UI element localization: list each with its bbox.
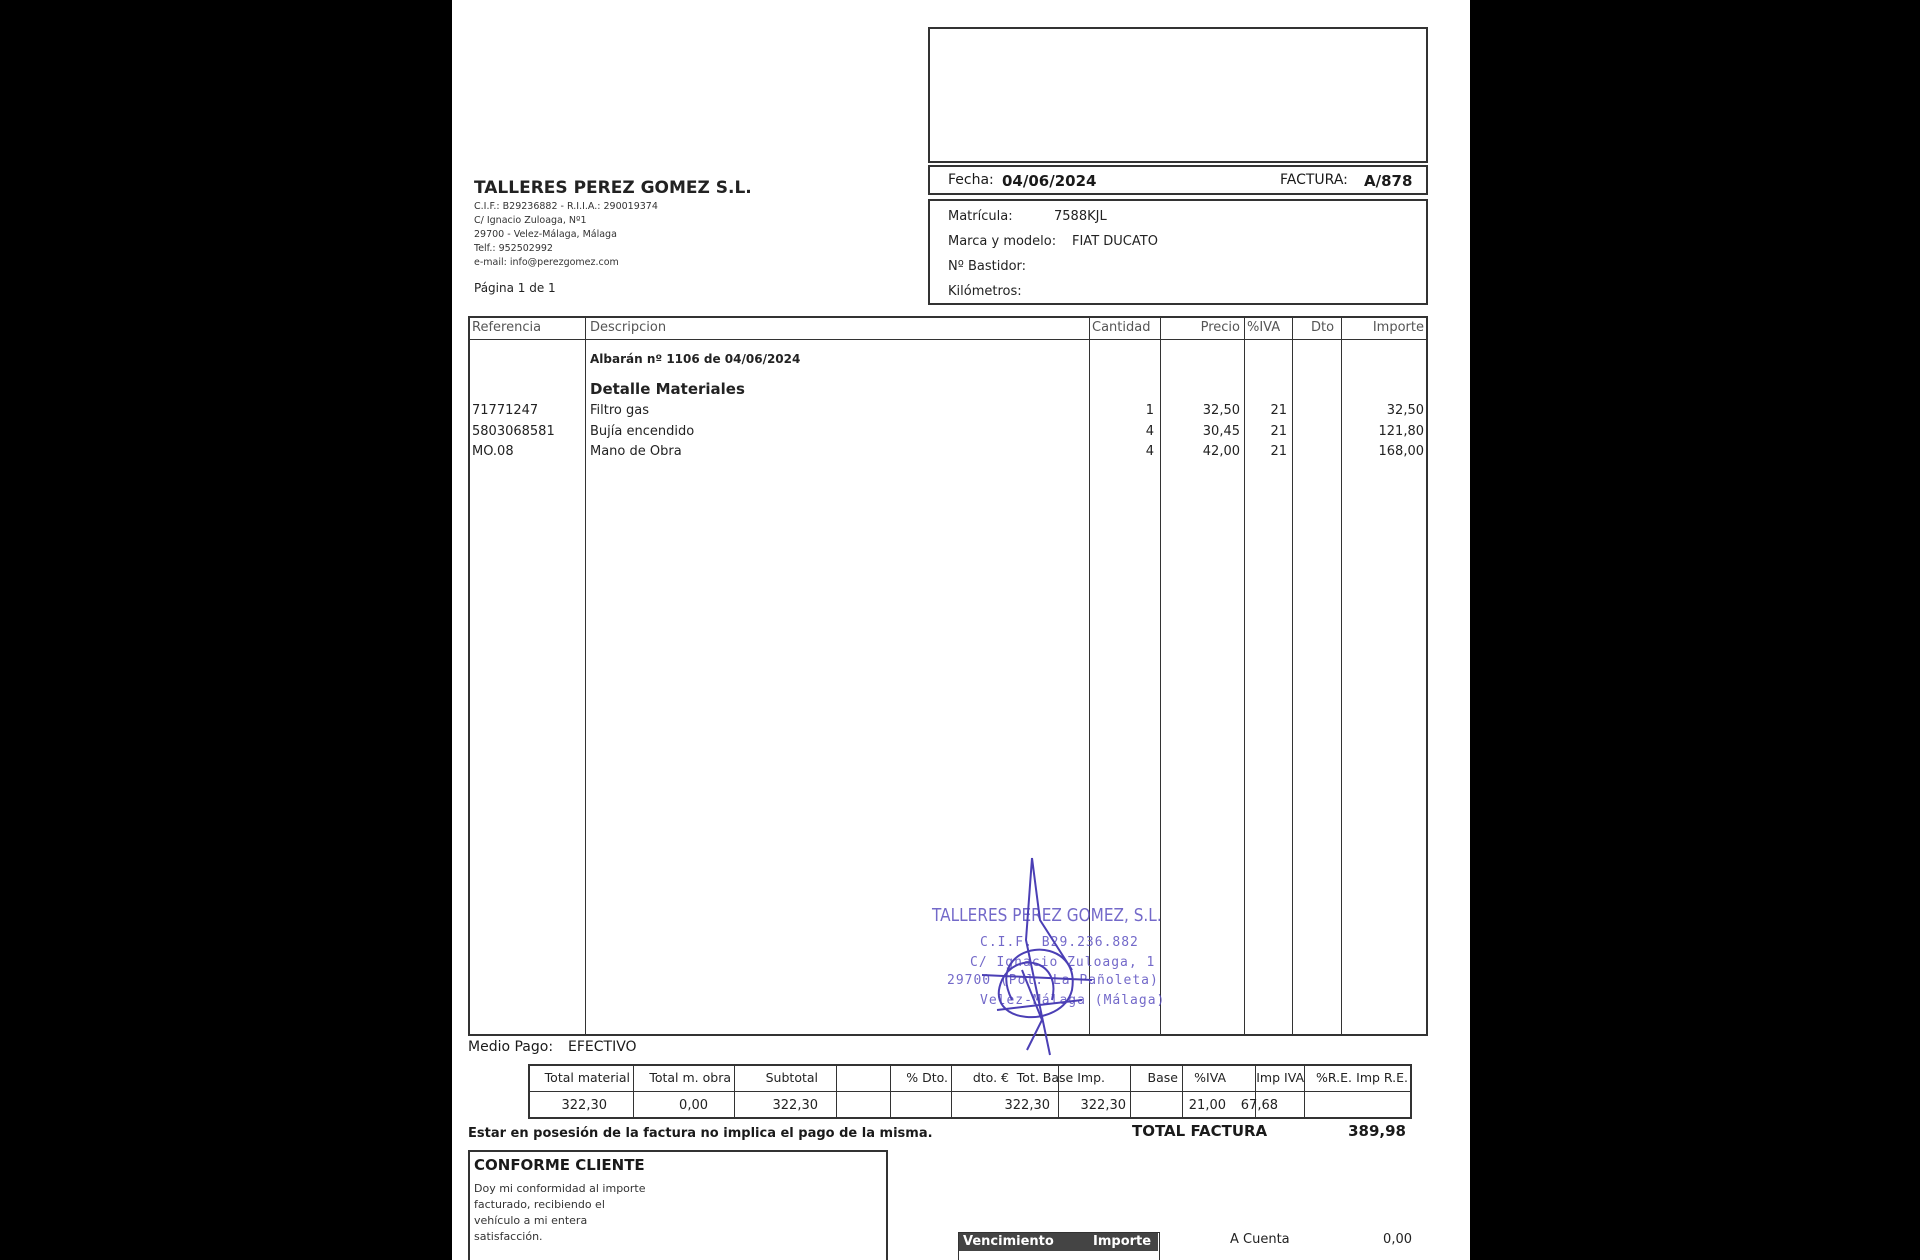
row-precio: 32,50 bbox=[1202, 403, 1240, 418]
conforme-text: Doy mi conformidad al importe bbox=[474, 1182, 646, 1195]
company-line: C/ Ignacio Zuloaga, Nº1 bbox=[474, 215, 587, 226]
totals-value: 322,30 bbox=[1004, 1098, 1050, 1113]
totals-header: % Dto. bbox=[906, 1070, 948, 1085]
totals-col-divider bbox=[734, 1065, 735, 1118]
totals-header: Base bbox=[1147, 1070, 1178, 1085]
row-cant: 4 bbox=[1145, 424, 1154, 439]
table-header-divider bbox=[469, 339, 1427, 340]
totals-value: 322,30 bbox=[772, 1098, 818, 1113]
row-ref: MO.08 bbox=[472, 444, 514, 459]
row-importe: 168,00 bbox=[1378, 444, 1424, 459]
row-iva: 21 bbox=[1270, 444, 1287, 459]
vencimiento-header-label: Vencimiento bbox=[963, 1234, 1054, 1249]
row-iva: 21 bbox=[1270, 403, 1287, 418]
row-desc: Mano de Obra bbox=[590, 444, 682, 459]
header-precio: Precio bbox=[1200, 320, 1240, 335]
header-dto: Dto bbox=[1311, 320, 1335, 335]
stamp-line: C.I.F. B29.236.882 bbox=[980, 935, 1139, 950]
conforme-text: facturado, recibiendo el bbox=[474, 1198, 605, 1211]
company-line: Telf.: 952502992 bbox=[474, 243, 553, 254]
page-number: Página 1 de 1 bbox=[474, 281, 556, 295]
invoice-header-box bbox=[928, 165, 1428, 195]
row-precio: 30,45 bbox=[1202, 424, 1240, 439]
totals-col-divider bbox=[1182, 1065, 1183, 1118]
section-title: Detalle Materiales bbox=[590, 380, 745, 398]
payment-notice: Estar en posesión de la factura no implica el pago de la misma. bbox=[468, 1126, 933, 1141]
row-precio: 42,00 bbox=[1202, 444, 1240, 459]
vehicle-box bbox=[928, 199, 1428, 305]
totals-header: Imp IVA bbox=[1256, 1070, 1304, 1085]
totals-col-divider bbox=[890, 1065, 891, 1118]
company-line: C.I.F.: B29236882 - R.I.I.A.: 290019374 bbox=[474, 201, 658, 212]
row-ref: 5803068581 bbox=[472, 424, 555, 439]
signature-scribble bbox=[922, 850, 1142, 1060]
header-iva: %IVA bbox=[1247, 320, 1281, 335]
conforme-title: CONFORME CLIENTE bbox=[474, 1156, 645, 1174]
totals-header: Subtotal bbox=[765, 1070, 818, 1085]
row-importe: 32,50 bbox=[1386, 403, 1424, 418]
header-descripcion: Descripcion bbox=[590, 320, 667, 335]
fecha-value: 04/06/2024 bbox=[1002, 172, 1097, 190]
conforme-text: satisfacción. bbox=[474, 1230, 543, 1243]
km-label: Kilómetros: bbox=[948, 284, 1022, 299]
header-importe: Importe bbox=[1372, 320, 1424, 335]
header-referencia: Referencia bbox=[472, 320, 542, 335]
row-desc: Bujía encendido bbox=[590, 424, 695, 439]
matricula-value: 7588KJL bbox=[1054, 209, 1107, 224]
row-ref: 71771247 bbox=[472, 403, 539, 418]
totals-divider bbox=[529, 1091, 1411, 1092]
totals-value: 21,00 bbox=[1188, 1098, 1226, 1113]
totals-header: Total m. obra bbox=[649, 1070, 731, 1085]
header-cantidad: Cantidad bbox=[1092, 320, 1151, 335]
col-divider bbox=[1244, 317, 1245, 1035]
totals-header: Total material bbox=[544, 1070, 630, 1085]
totals-header: %R.E. bbox=[1316, 1070, 1352, 1085]
totals-header: dto. € bbox=[972, 1070, 1009, 1085]
row-desc: Filtro gas bbox=[590, 403, 649, 418]
stamp-line: Velez-Málaga (Málaga) bbox=[980, 993, 1166, 1008]
totals-value: 67,68 bbox=[1240, 1098, 1278, 1113]
stamp-line: 29700 (Pol. La Pañoleta) bbox=[947, 973, 1159, 988]
row-iva: 21 bbox=[1270, 424, 1287, 439]
matricula-label: Matrícula: bbox=[948, 209, 1013, 224]
payment-value: EFECTIVO bbox=[568, 1039, 637, 1055]
totals-col-divider bbox=[836, 1065, 837, 1118]
totals-col-divider bbox=[951, 1065, 952, 1118]
total-factura-value: 389,98 bbox=[1348, 1122, 1406, 1140]
fecha-label: Fecha: bbox=[948, 172, 994, 188]
col-divider bbox=[585, 317, 586, 1035]
col-divider bbox=[1160, 317, 1161, 1035]
modelo-value: FIAT DUCATO bbox=[1072, 234, 1158, 249]
invoice-page bbox=[452, 0, 1470, 1260]
col-divider bbox=[1341, 317, 1342, 1035]
totals-value: 322,30 bbox=[1080, 1098, 1126, 1113]
totals-col-divider bbox=[1130, 1065, 1131, 1118]
stamp-line: C/ Ignacio Zuloaga, 1 bbox=[970, 955, 1156, 970]
row-cant: 1 bbox=[1145, 403, 1154, 418]
conforme-text: vehículo a mi entera bbox=[474, 1214, 588, 1227]
payment-label: Medio Pago: bbox=[468, 1039, 554, 1055]
totals-header: Tot. Base Imp. bbox=[1016, 1070, 1105, 1085]
totals-col-divider bbox=[1304, 1065, 1305, 1118]
company-name: TALLERES PEREZ GOMEZ S.L. bbox=[474, 178, 752, 198]
col-divider bbox=[1292, 317, 1293, 1035]
client-address-box bbox=[928, 27, 1428, 163]
total-factura-label: TOTAL FACTURA bbox=[1132, 1122, 1268, 1140]
totals-col-divider bbox=[633, 1065, 634, 1118]
totals-value: 0,00 bbox=[679, 1098, 708, 1113]
company-line: 29700 - Velez-Málaga, Málaga bbox=[474, 229, 617, 240]
row-cant: 4 bbox=[1145, 444, 1154, 459]
totals-header: Imp R.E. bbox=[1356, 1070, 1408, 1085]
a-cuenta-value: 0,00 bbox=[1383, 1232, 1412, 1247]
modelo-label: Marca y modelo: bbox=[948, 234, 1057, 249]
albaran-line: Albarán nº 1106 de 04/06/2024 bbox=[590, 352, 801, 366]
vencimiento-table bbox=[958, 1232, 1160, 1260]
factura-value: A/878 bbox=[1364, 172, 1413, 190]
company-line: e-mail: info@perezgomez.com bbox=[474, 257, 619, 268]
stamp-name: TALLERES PEREZ GOMEZ, S.L. bbox=[932, 905, 1162, 926]
a-cuenta-label: A Cuenta bbox=[1230, 1232, 1290, 1247]
importe-header-label: Importe bbox=[1093, 1234, 1152, 1249]
totals-value: 322,30 bbox=[561, 1098, 607, 1113]
totals-header: %IVA bbox=[1194, 1070, 1226, 1085]
conforme-cliente-box bbox=[468, 1150, 888, 1260]
row-importe: 121,80 bbox=[1378, 424, 1424, 439]
factura-label: FACTURA: bbox=[1280, 172, 1348, 188]
bastidor-label: Nº Bastidor: bbox=[948, 259, 1027, 274]
